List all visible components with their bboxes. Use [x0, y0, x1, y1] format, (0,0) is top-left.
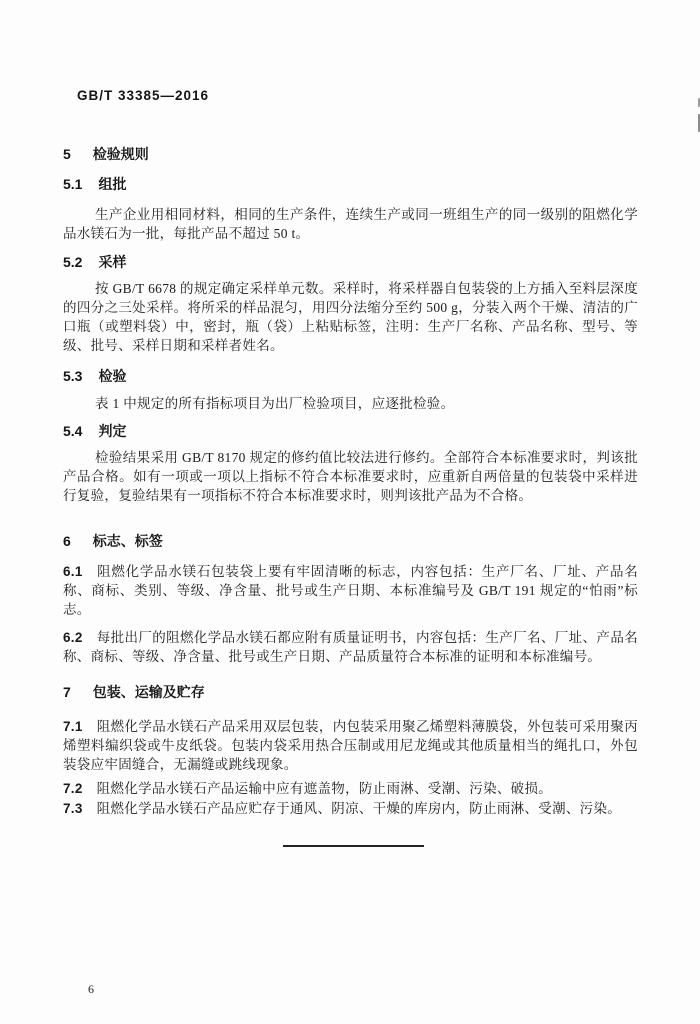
- clause-5-4-paragraph: 检验结果采用 GB/T 8170 规定的修约值比较法进行修约。全部符合本标准要求时，判该批产品合格。如有一项或一项以上指标不符合本标准要求时，应重新自两倍量的包装袋中采样进行复验，复验结果有一项指标不符合本标准要求时，则判该批产品为不合格。: [63, 450, 638, 503]
- clause-7-3-text: 阻燃化学品水镁石产品应贮存于通风、阴凉、干燥的库房内，防止雨淋、受潮、污染。: [96, 801, 622, 816]
- clause-7-2-number: 7.2: [63, 781, 83, 796]
- clause-6-1-number: 6.1: [63, 564, 83, 579]
- clause-5-2-title: 采样: [98, 254, 127, 270]
- clause-7-3: [63, 799, 638, 818]
- clause-6-1: [63, 562, 638, 619]
- clause-7-2-text: 阻燃化学品水镁石产品运输中应有遮盖物，防止雨淋、受潮、污染、破损。: [96, 781, 553, 796]
- clause-5-2-paragraph: 按 GB/T 6678 的规定确定采样单元数。采样时，将采样器自包装袋的上方插入至料层深度的四分之三处采样。将所采的样品混匀，用四分法缩分至约 500 g，分装入两个干燥、清洁的广口瓶（或塑料袋）中，密封，瓶（袋）上粘贴标签，注明：生产厂名称、产品名称、型号、等级、批号、采样日期和采样者姓名。: [63, 281, 638, 353]
- clause-7-3-number: 7.3: [63, 801, 83, 816]
- clause-5-2-number: 5.2: [63, 254, 83, 270]
- section-6-heading: [63, 533, 638, 549]
- section-5-number: 5: [63, 146, 71, 162]
- clause-5-4-number: 5.4: [63, 423, 83, 439]
- clause-6-2: [63, 628, 638, 666]
- section-7-title: 包装、运输及贮存: [92, 684, 205, 700]
- clause-5-1-number: 5.1: [63, 176, 83, 192]
- clause-7-1-text: 阻燃化学品水镁石产品采用双层包装，内包装采用聚乙烯塑料薄膜袋，外包装可采用聚丙烯塑料编织袋或牛皮纸袋。包装内袋采用热合压制或用尼龙绳或其他质量相当的绳扎口，外包装袋应牢固缝合，无漏缝或跳线现象。: [63, 719, 638, 772]
- standard-code: GB/T 33385—2016: [77, 88, 210, 103]
- clause-5-1-heading: [63, 176, 638, 192]
- clause-5-3-paragraph: 表 1 中规定的所有指标项目为出厂检验项目，应逐批检验。: [95, 396, 455, 411]
- clause-7-2: [63, 779, 638, 798]
- section-7-number: 7: [63, 684, 71, 700]
- clause-5-4-heading: [63, 423, 638, 439]
- section-5-title: 检验规则: [92, 146, 149, 162]
- section-5-heading: [63, 146, 638, 162]
- clause-5-1-paragraph: 生产企业用相同材料，相同的生产条件，连续生产或同一班组生产的同一级别的阻燃化学品水镁石为一批，每批产品不超过 50 t。: [63, 207, 638, 241]
- section-6-number: 6: [63, 533, 71, 549]
- clause-5-2-heading: [63, 254, 638, 270]
- clause-5-4-title: 判定: [98, 423, 127, 439]
- clause-5-3-number: 5.3: [63, 368, 83, 384]
- clause-6-1-text: 阻燃化学品水镁石包装袋上要有牢固清晰的标志，内容包括：生产厂名、厂址、产品名称、商标、类别、等级、净含量、批号或生产日期、本标准编号及 GB/T 191 规定的“怕雨”标志。: [63, 564, 638, 617]
- clause-7-1: [63, 717, 638, 774]
- clause-7-1-number: 7.1: [63, 719, 83, 734]
- clause-5-1-title: 组批: [98, 176, 127, 192]
- section-6-title: 标志、标签: [92, 533, 163, 549]
- end-of-text-divider: [283, 845, 424, 847]
- clause-6-2-number: 6.2: [63, 630, 83, 645]
- clause-6-2-text: 每批出厂的阻燃化学品水镁石都应附有质量证明书，内容包括：生产厂名、厂址、产品名称、商标、等级、净含量、批号或生产日期、产品质量符合本标准的证明和本标准编号。: [63, 630, 638, 664]
- clause-5-3-heading: [63, 368, 638, 384]
- page-number: 6: [88, 982, 94, 996]
- clause-5-3-title: 检验: [98, 368, 127, 384]
- section-7-heading: [63, 684, 638, 700]
